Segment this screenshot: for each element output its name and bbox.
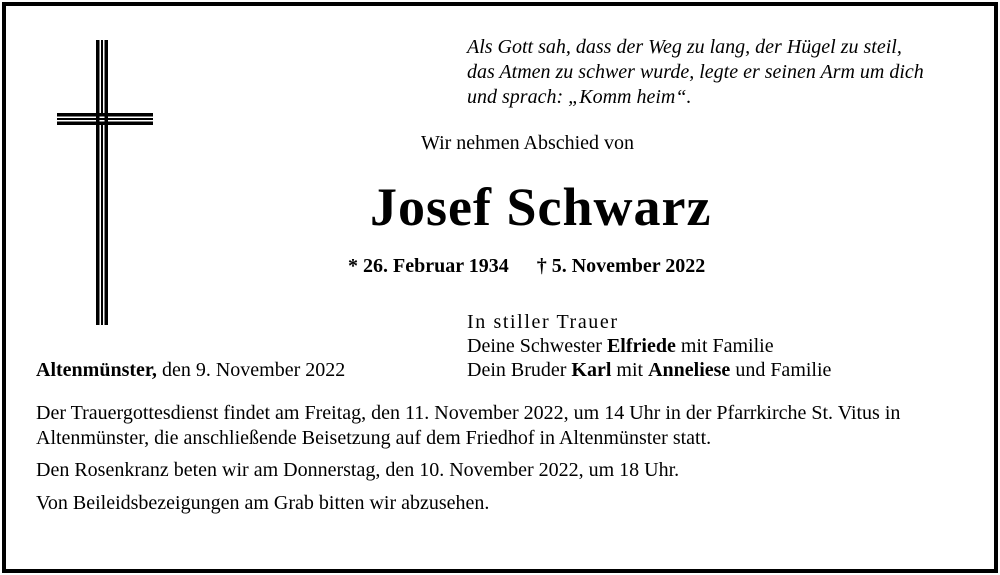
quote-line: das Atmen zu schwer wurde, legte er seinen Arm um dich [467,61,924,83]
quote [467,35,987,110]
notice-date: den 9. November 2022 [161,359,346,381]
mourner-name: Elfriede [606,335,676,357]
mourner-name: Karl [571,359,612,381]
mourners-block [467,310,831,382]
life-dates [348,254,705,278]
notice-rosary: Den Rosenkranz beten wir am Donnerstag, den 10. November 2022, um 18 Uhr. [36,459,680,481]
mourner-text: Dein Bruder [467,359,567,381]
mourner-text: mit [616,359,644,381]
service-notices [36,401,966,523]
mourners-heading: In stiller Trauer [467,311,619,333]
place-and-date [36,358,345,382]
mourner-text: mit Familie [680,335,774,357]
death-date: † 5. November 2022 [536,255,706,277]
mourner-sister [467,334,831,358]
deceased-name: Josef Schwarz [370,177,712,237]
quote-line: und sprach: „Komm heim“. [467,86,692,108]
quote-line: Als Gott sah, dass der Weg zu lang, der Hügel zu steil, [467,36,902,58]
notice-funeral: Der Trauergottesdienst findet am Freitag, den 11. November 2022, um 14 Uhr in der Pfarrkirche St. Vitus in Altenmünster, die anschließende Beisetzung auf dem Friedhof in Altenmünster statt. [36,402,901,449]
mourner-text: Deine Schwester [467,335,602,357]
mourner-brother [467,358,831,382]
mourner-name: Anneliese [648,359,731,381]
place: Altenmünster, [36,359,157,381]
farewell-intro: Wir nehmen Abschied von [421,132,635,154]
notice-condolences: Von Beileidsbezeigungen am Grab bitten wir abzusehen. [36,491,490,514]
mourner-text: und Familie [735,359,832,381]
birth-date: * 26. Februar 1934 [348,255,509,277]
